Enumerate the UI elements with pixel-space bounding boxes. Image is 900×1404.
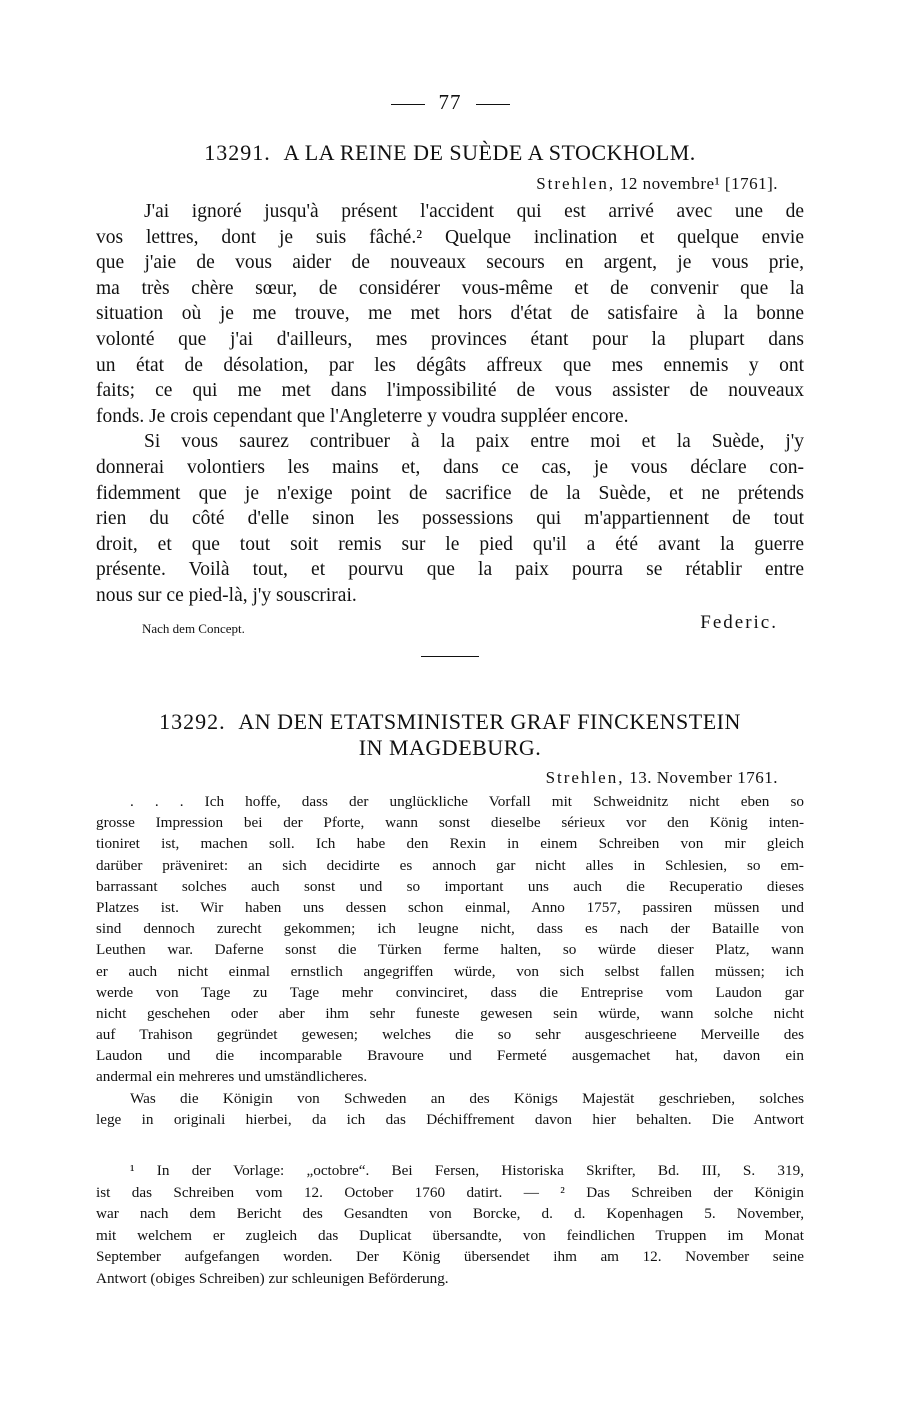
body-line: sind dennoch zurecht gekommen; ich leugne nicht, dass es nach der Bataille von <box>96 920 804 938</box>
body-line: ma très chère sœur, de considérer vous-même et de convenir que la <box>96 277 804 299</box>
page-number-dash-left <box>391 104 425 105</box>
body-line: droit, et que tout soit remis sur le pied qu'il a été avant la guerre <box>96 533 804 555</box>
body-line: présente. Voilà tout, et pourvu que la paix pourra se rétablir entre <box>96 559 804 581</box>
letter-13292-place: Strehlen, <box>545 768 625 787</box>
body-line: auf Trahison gegründet gewesen; welches die so sehr ausgeschrieene Merveille des <box>96 1026 804 1044</box>
body-line: Platzes ist. Wir haben uns dessen schon einmal, Anno 1757, passiren müssen und <box>96 898 804 916</box>
letter-13291-place: Strehlen, <box>536 174 616 193</box>
letter-13291-signature: Federic. <box>700 612 778 633</box>
footnote-line: war nach dem Bericht des Gesandten von Borcke, d. d. Kopenhagen 5. November, <box>96 1205 804 1223</box>
body-line: lege in originali hierbei, da ich das Déchiffrement davon hier behalten. Die Antwort <box>96 1110 804 1128</box>
letter-13291-source-note: Nach dem Concept. <box>142 621 245 636</box>
body-line: Leuthen war. Daferne sonst die Türken ferme halten, so würde dieser Platz, wann <box>96 941 804 959</box>
footnote-line: mit welchem er zugleich das Duplicat übersandte, von feindlichen Truppen im Monat <box>96 1226 804 1244</box>
body-line: tioniret ist, machen soll. Ich habe den Rexin in einem Schreiben von mir gleich <box>96 835 804 853</box>
body-line: grosse Impression bei der Pforte, wann sonst dieselbe sérieux vor den König inten- <box>96 814 804 832</box>
letter-13291-heading <box>96 140 804 166</box>
footnote-line: ist das Schreiben vom 12. October 1760 datirt. — ² Das Schreiben der Königin <box>96 1183 804 1201</box>
letter-13292-heading-line-1 <box>96 709 804 735</box>
body-line: J'ai ignoré jusqu'à présent l'accident qui est arrivé avec une de <box>144 201 804 222</box>
body-line: Laudon und die incomparable Bravoure und Fermeté ausgemachet hat, davon ein <box>96 1047 804 1065</box>
footnotes <box>96 1160 804 1290</box>
section-divider <box>421 656 479 657</box>
letter-13292-number: 13292. <box>159 709 226 734</box>
letter-13292-title-line-1: AN DEN ETATSMINISTER GRAF FINCKENSTEIN <box>238 709 741 734</box>
body-line: rien du côté d'elle sinon les possessions qui m'appartiennent de tout <box>96 508 804 530</box>
body-line: er auch nicht einmal ernstlich angegriffen würde, von sich selbst fallen müssen; ich <box>96 962 804 980</box>
letter-13292-dateline <box>546 768 778 788</box>
page-number-dash-right <box>476 104 510 105</box>
body-line: darüber präveniret: an sich decidirte es annoch gar nicht alles in Schlesien, so em- <box>96 856 804 874</box>
body-line: fonds. Je crois cependant que l'Angleterre y voudra suppléer encore. <box>96 405 629 427</box>
body-line: nous sur ce pied-là, j'y souscrirai. <box>96 584 357 606</box>
letter-13292-title-line-2: IN MAGDEBURG. <box>358 735 542 760</box>
footnote-line: ¹ In der Vorlage: „octobre“. Bei Fersen, Historiska Skrifter, Bd. III, S. 319, <box>130 1162 804 1179</box>
body-line: volonté que j'ai d'ailleurs, mes provinces étant pour la plupart dans <box>96 328 804 350</box>
letter-13292-body <box>96 791 804 1130</box>
footnote-line: Antwort (obiges Schreiben) zur schleunigen Beförderung. <box>96 1269 449 1287</box>
footnote-line: September aufgefangen worden. Der König übersendet ihm am 12. November seine <box>96 1248 804 1266</box>
body-line: Si vous saurez contribuer à la paix entre moi et la Suède, j'y <box>144 431 804 453</box>
body-line: donnerai volontiers les mains et, dans ce cas, je vous déclare con- <box>96 456 804 478</box>
body-line: vos lettres, dont je suis fâché.² Quelque inclination et quelque envie <box>96 226 804 248</box>
page-number <box>0 90 900 115</box>
body-line: situation où je me trouve, me met hors d'état de satisfaire à la bonne <box>96 303 804 325</box>
body-line: Was die Königin von Schweden an des Königs Majestät geschrieben, solches <box>130 1089 804 1107</box>
letter-13292-heading <box>96 709 804 761</box>
body-line: werde von Tage zu Tage mehr convinciret, dass die Entreprise vom Laudon gar <box>96 983 804 1001</box>
body-line: . . . Ich hoffe, dass der unglückliche Vorfall mit Schweidnitz nicht eben so <box>130 793 804 810</box>
body-line: andermal ein mehreres und umständlicheres. <box>96 1068 368 1086</box>
letter-13291-number: 13291. <box>204 140 271 165</box>
letter-13292-date: 13. November 1761. <box>629 768 778 787</box>
body-line: nicht geschehen oder aber ihm sehr funeste gewesen sein würde, wann solche nicht <box>96 1004 804 1022</box>
body-line: fidemment que je n'exige point de sacrifice de la Suède, et ne prétends <box>96 482 804 504</box>
letter-13291-title: A LA REINE DE SUÈDE A STOCKHOLM. <box>283 140 696 165</box>
body-line: barrassant solches auch sonst und so important uns auch die Recuperatio dieses <box>96 877 804 895</box>
letter-13291-body <box>96 199 804 609</box>
body-line: faits; ce qui me met dans l'impossibilité de vous assister de nouveaux <box>96 380 804 402</box>
page-number-text: 77 <box>438 90 462 114</box>
body-line: un état de désolation, par les dégâts affreux que mes ennemis y ont <box>96 354 804 376</box>
body-line: que j'aie de vous aider de nouveaux secours en argent, je vous prie, <box>96 252 804 274</box>
letter-13291-dateline <box>536 174 778 194</box>
letter-13291-date: 12 novembre¹ [1761]. <box>619 174 778 193</box>
